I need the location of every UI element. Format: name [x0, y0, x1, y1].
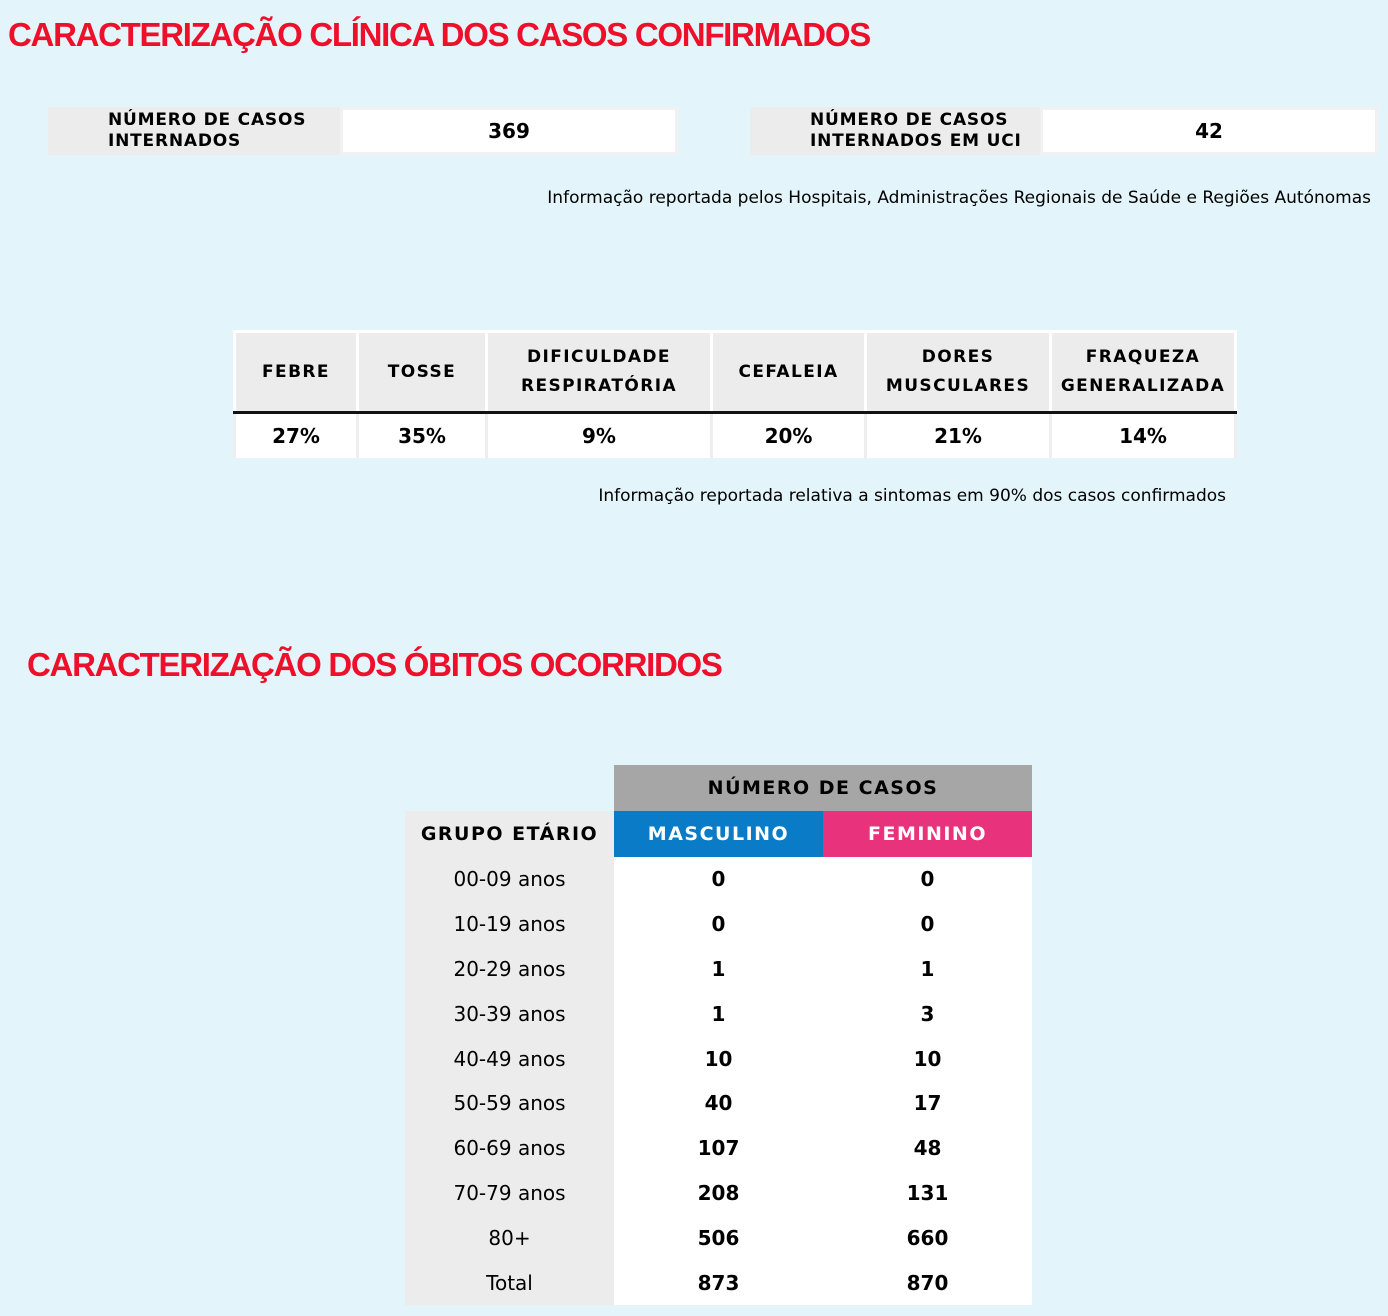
symptom-value: 20%: [712, 413, 866, 459]
table-row: [405, 991, 1032, 1036]
symptom-header: CEFALEIA: [712, 332, 866, 413]
age-group-cell: 70-79 anos: [405, 1171, 614, 1216]
table-row: [405, 1126, 1032, 1171]
female-count-cell: 0: [823, 857, 1032, 902]
female-header: FEMININO: [823, 811, 1032, 857]
age-group-cell: 10-19 anos: [405, 902, 614, 947]
deaths-title: CARACTERIZAÇÃO DOS ÓBITOS OCORRIDOS: [27, 646, 722, 683]
empty-header-cell: [405, 765, 614, 811]
female-count-cell: 17: [823, 1081, 1032, 1126]
female-count-cell: 1: [823, 947, 1032, 992]
female-count-cell: 48: [823, 1126, 1032, 1171]
table-row: [405, 1036, 1032, 1081]
male-count-cell: 107: [614, 1126, 823, 1171]
table-row: [405, 947, 1032, 992]
symptom-values-row: [235, 413, 1236, 459]
age-group-header: GRUPO ETÁRIO: [405, 811, 614, 857]
male-count-cell: 10: [614, 1036, 823, 1081]
icu-value: 42: [1040, 107, 1378, 155]
symptom-header: DIFICULDADE RESPIRATÓRIA: [487, 332, 712, 413]
deaths-table: [405, 765, 1032, 1305]
age-group-cell: 80+: [405, 1215, 614, 1260]
icu-box: [750, 107, 1378, 155]
male-header: MASCULINO: [614, 811, 823, 857]
age-group-cell: Total: [405, 1260, 614, 1305]
age-group-cell: 30-39 anos: [405, 991, 614, 1036]
symptom-header: FEBRE: [235, 332, 358, 413]
symptom-value: 14%: [1051, 413, 1236, 459]
female-count-cell: 0: [823, 902, 1032, 947]
male-count-cell: 873: [614, 1260, 823, 1305]
symptom-value: 27%: [235, 413, 358, 459]
age-group-cell: 60-69 anos: [405, 1126, 614, 1171]
female-count-cell: 660: [823, 1215, 1032, 1260]
hospitalized-value: 369: [340, 107, 678, 155]
male-count-cell: 0: [614, 902, 823, 947]
source-note: Informação reportada pelos Hospitais, Administrações Regionais de Saúde e Regiões Autónomas: [547, 188, 1371, 208]
symptoms-note: Informação reportada relativa a sintomas em 90% dos casos confirmados: [598, 486, 1226, 506]
age-group-cell: 50-59 anos: [405, 1081, 614, 1126]
cases-header: NÚMERO DE CASOS: [614, 765, 1032, 811]
male-count-cell: 1: [614, 947, 823, 992]
symptom-header: TOSSE: [358, 332, 487, 413]
symptom-value: 21%: [866, 413, 1051, 459]
table-row: [405, 1171, 1032, 1216]
symptom-value: 9%: [487, 413, 712, 459]
clinical-title: CARACTERIZAÇÃO CLÍNICA DOS CASOS CONFIRMADOS: [8, 16, 870, 53]
female-count-cell: 3: [823, 991, 1032, 1036]
male-count-cell: 1: [614, 991, 823, 1036]
age-group-cell: 00-09 anos: [405, 857, 614, 902]
female-count-cell: 131: [823, 1171, 1032, 1216]
table-row: [405, 1081, 1032, 1126]
table-row: [405, 902, 1032, 947]
male-count-cell: 40: [614, 1081, 823, 1126]
symptoms-table: [233, 330, 1237, 458]
female-count-cell: 870: [823, 1260, 1032, 1305]
table-row: [405, 1260, 1032, 1305]
icu-label: NÚMERO DE CASOS INTERNADOS EM UCI: [750, 107, 1040, 155]
hospitalized-label: NÚMERO DE CASOS INTERNADOS: [48, 107, 340, 155]
symptom-header: DORES MUSCULARES: [866, 332, 1051, 413]
symptom-value: 35%: [358, 413, 487, 459]
symptom-header: FRAQUEZA GENERALIZADA: [1051, 332, 1236, 413]
female-count-cell: 10: [823, 1036, 1032, 1081]
hospitalized-box: [48, 107, 678, 155]
male-count-cell: 506: [614, 1215, 823, 1260]
table-row: [405, 857, 1032, 902]
male-count-cell: 208: [614, 1171, 823, 1216]
male-count-cell: 0: [614, 857, 823, 902]
table-row: [405, 1215, 1032, 1260]
age-group-cell: 20-29 anos: [405, 947, 614, 992]
age-group-cell: 40-49 anos: [405, 1036, 614, 1081]
